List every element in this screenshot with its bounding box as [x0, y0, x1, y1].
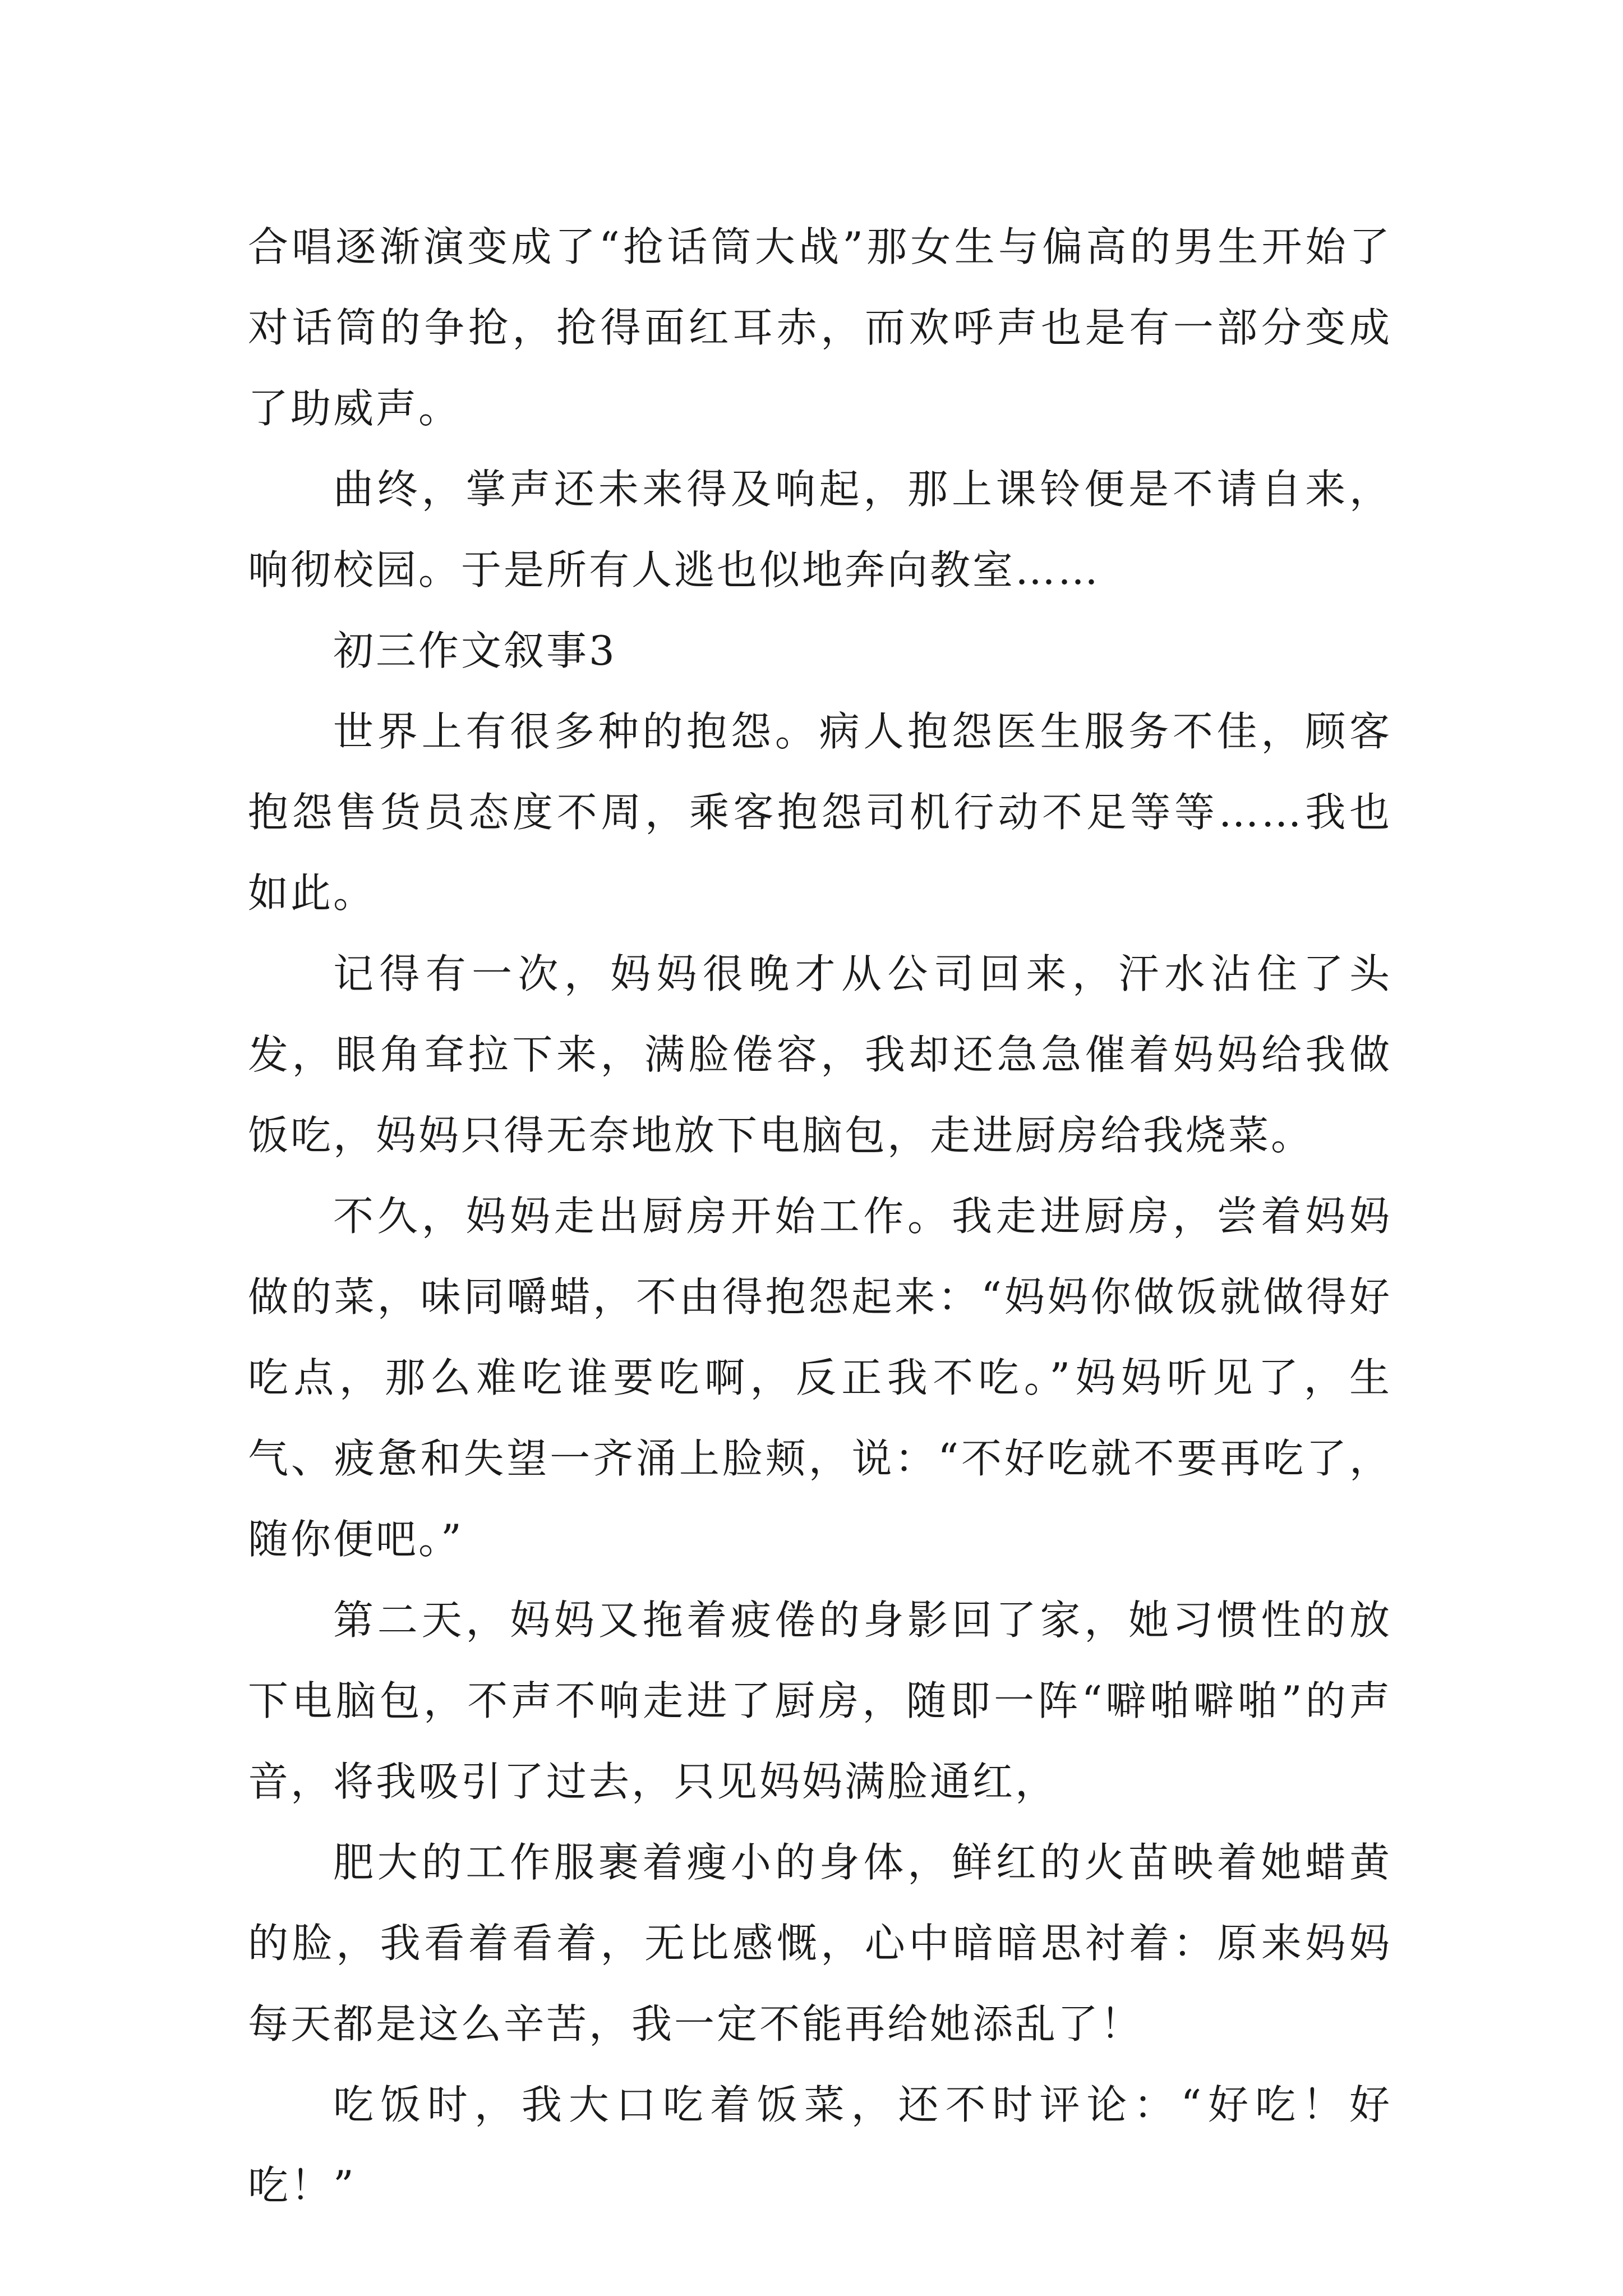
section-heading: 初三作文叙事3 [333, 627, 617, 674]
paragraph-7: 肥大的工作服裹着瘦小的身体，鲜红的火苗映着她蜡黄的脸，我看着看着，无比感慨，心中暗暗思衬着：原来妈妈每天都是这么辛苦，我一定不能再给她添乱了！ [248, 1839, 1392, 2047]
paragraph-6: 第二天，妈妈又拖着疲倦的身影回了家，她习惯性的放下电脑包，不声不响走进了厨房，随即一阵“噼啪噼啪”的声音，将我吸引了过去，只见妈妈满脸通红， [248, 1596, 1392, 1805]
paragraph-8: 吃饭时，我大口吃着饭菜，还不时评论：“好吃！好吃！” [248, 2081, 1392, 2209]
document-page [248, 206, 1392, 2226]
paragraph-3: 世界上有很多种的抱怨。病人抱怨医生服务不佳，顾客抱怨售货员态度不周，乘客抱怨司机行动不足等等……我也如此。 [248, 708, 1392, 917]
paragraph-4: 记得有一次，妈妈很晚才从公司回来，汗水沾住了头发，眼角耷拉下来，满脸倦容，我却还急急催着妈妈给我做饭吃，妈妈只得无奈地放下电脑包，走进厨房给我烧菜。 [248, 950, 1392, 1159]
paragraph-2: 曲终，掌声还未来得及响起，那上课铃便是不请自来，响彻校园。于是所有人逃也似地奔向教室…… [248, 466, 1392, 593]
paragraph-5: 不久，妈妈走出厨房开始工作。我走进厨房，尝着妈妈做的菜，味同嚼蜡，不由得抱怨起来：“妈妈你做饭就做得好吃点，那么难吃谁要吃啊，反正我不吃。”妈妈听见了，生气、疲惫和失望一齐涌上脸颊，说：“不好吃就不要再吃了，随你便吧。” [248, 1193, 1392, 1563]
paragraph-1: 合唱逐渐演变成了“抢话筒大战”那女生与偏高的男生开始了对话筒的争抢，抢得面红耳赤，而欢呼声也是有一部分变成了助威声。 [248, 223, 1392, 432]
